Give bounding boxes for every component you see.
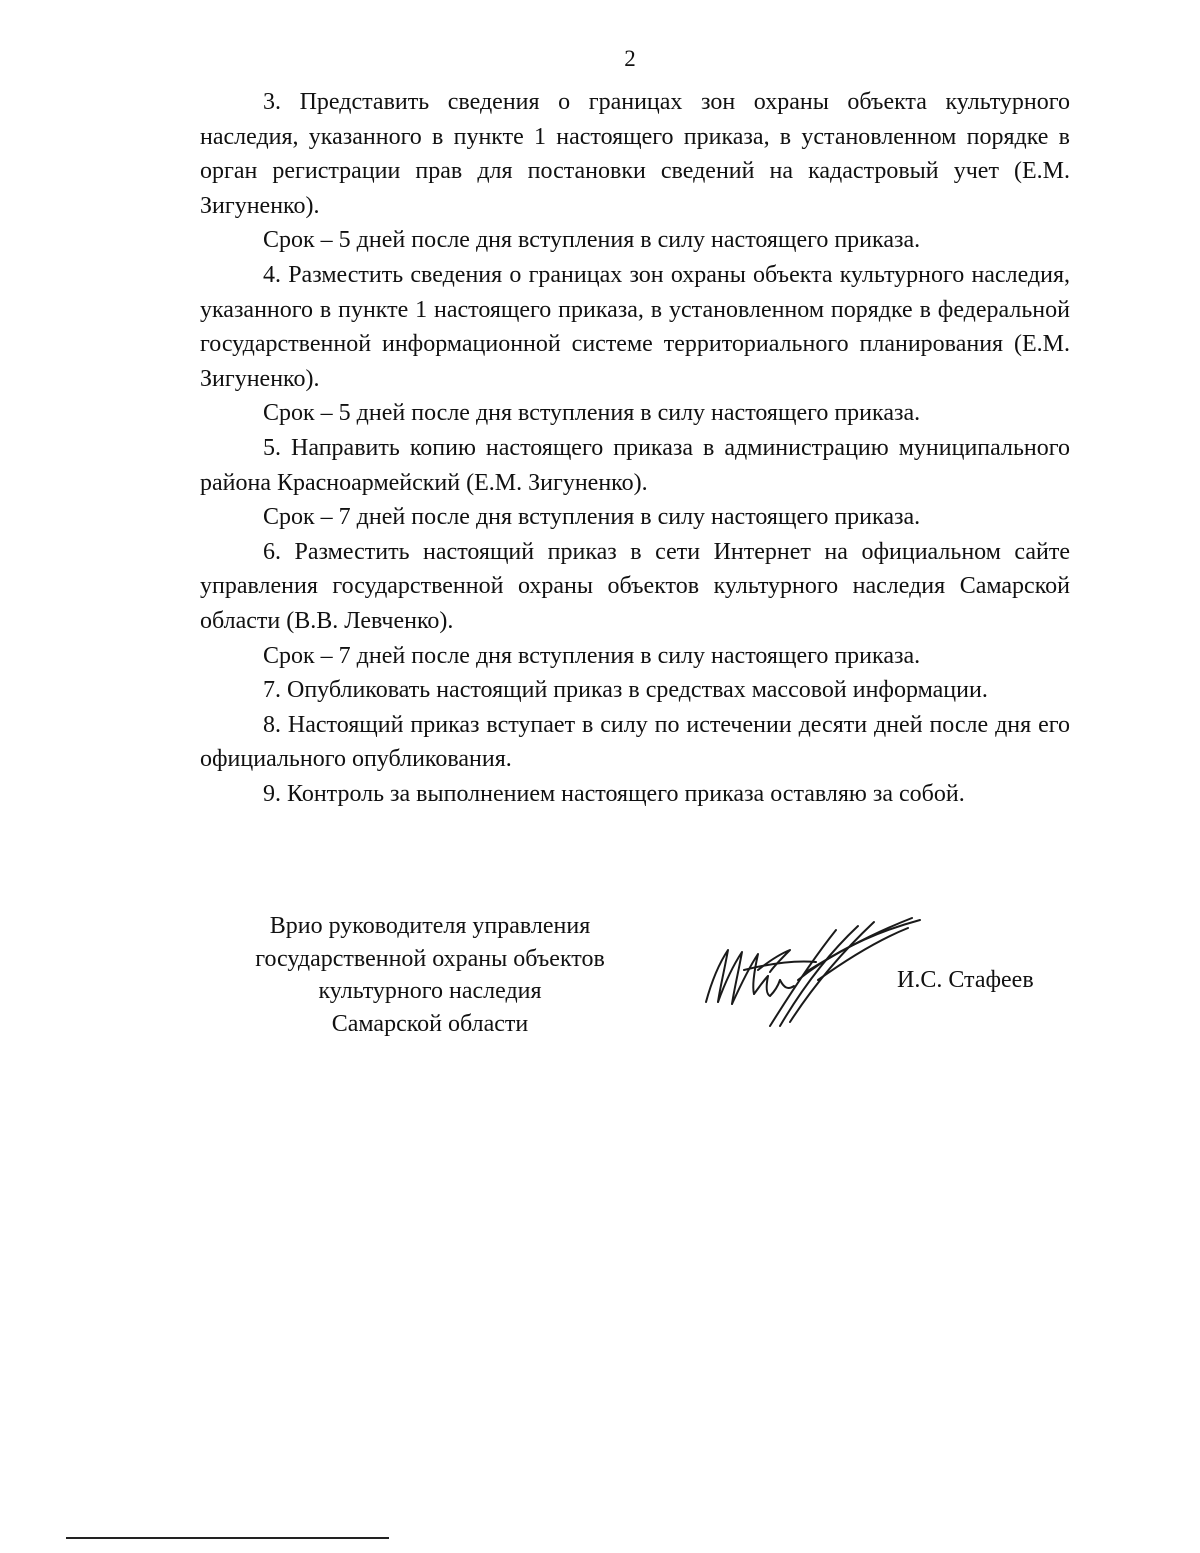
- footer-divider: [66, 1537, 389, 1539]
- paragraph-item-3: 3. Представить сведения о границах зон охраны объекта культурного наследия, указанного в пункте 1 настоящего приказа, в установленном порядке в орган регистрации прав для постановки сведений на кадастровый учет (Е.М. Зигуненко).: [200, 89, 1070, 219]
- deadline-item-5: Срок – 7 дней после дня вступления в силу настоящего приказа.: [263, 504, 921, 531]
- page-number: 2: [624, 46, 636, 71]
- signer-position: [200, 910, 660, 1040]
- signer-position-line: государственной охраны объектов: [255, 945, 605, 972]
- deadline-item-4: Срок – 5 дней после дня вступления в силу настоящего приказа.: [263, 400, 921, 427]
- paragraph-item-4: 4. Разместить сведения о границах зон охраны объекта культурного наследия, указанного в пункте 1 настоящего приказа, в установленном порядке в федеральной государственной информационной системе территориального планирования (Е.М. Зигуненко).: [200, 261, 1070, 392]
- document-body: [200, 85, 1070, 811]
- paragraph-item-6: 6. Разместить настоящий приказ в сети Интернет на официальном сайте управления государственной охраны объектов культурного наследия Самарской области (В.В. Левченко).: [200, 538, 1070, 634]
- paragraph-item-5: 5. Направить копию настоящего приказа в администрацию муниципального района Красноармейский (Е.М. Зигуненко).: [200, 434, 1070, 496]
- signer-position-line: Самарской области: [331, 1010, 529, 1037]
- deadline-item-6: Срок – 7 дней после дня вступления в силу настоящего приказа.: [263, 642, 921, 669]
- signer-position-line: Врио руководителя управления: [269, 913, 591, 939]
- paragraph-item-8: 8. Настоящий приказ вступает в силу по истечении десяти дней после дня его официального опубликования.: [200, 711, 1070, 773]
- paragraph-item-7: 7. Опубликовать настоящий приказ в средствах массовой информации.: [263, 677, 988, 704]
- signer-position-line: культурного наследия: [318, 978, 542, 1004]
- signer-name: И.С. Стафеев: [897, 967, 1034, 993]
- deadline-item-3: Срок – 5 дней после дня вступления в силу настоящего приказа.: [263, 227, 921, 254]
- paragraph-item-9: 9. Контроль за выполнением настоящего приказа оставляю за собой.: [263, 780, 965, 807]
- handwritten-signature-icon: [698, 910, 928, 1030]
